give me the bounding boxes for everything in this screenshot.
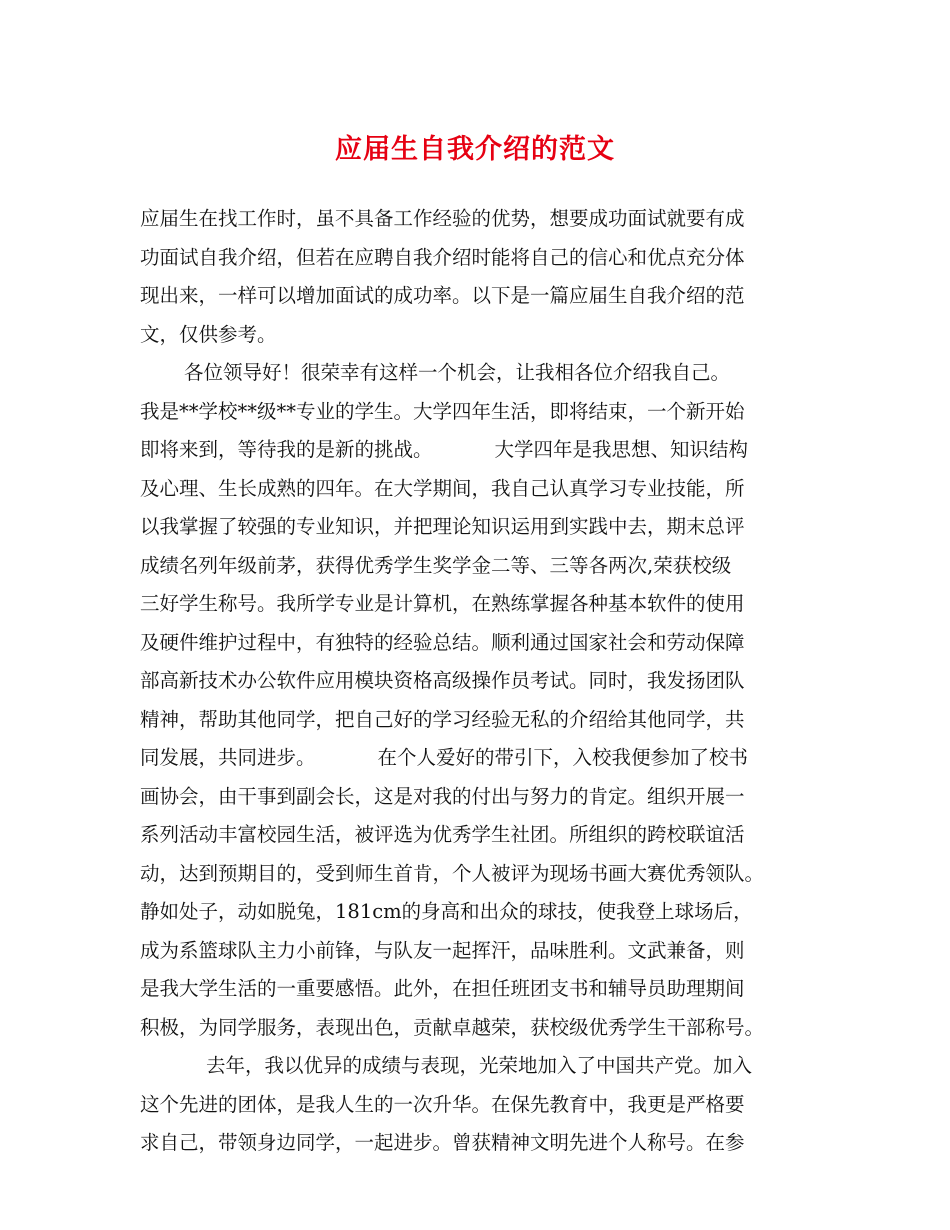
text-line: 求自己，带领身边同学，一起进步。曾获精神文明先进个人称号。在参 xyxy=(140,1131,745,1154)
text-line: 系列活动丰富校园生活，被评选为优秀学生社团。所组织的跨校联谊活 xyxy=(140,823,745,846)
text-line: 我是**学校**级**专业的学生。大学四年生活，即将结束，一个新开始 xyxy=(140,399,745,423)
text-line: 这个先进的团体，是我人生的一次升华。在保先教育中，我更是严格要 xyxy=(140,1092,745,1116)
paragraph-first-line: 去年，我以优异的成绩与表现，光荣地加入了中国共产党。加入 xyxy=(206,1054,753,1077)
text-line: 应届生在找工作时，虽不具备工作经验的优势，想要成功面试就要有成 xyxy=(140,207,745,230)
text-line: 成为系篮球队主力小前锋，与队友一起挥汗，品味胜利。文武兼备，则 xyxy=(140,938,745,962)
text-line: 三好学生称号。我所学专业是计算机，在熟练掌握各种基本软件的使用 xyxy=(140,592,745,615)
text-line: 及硬件维护过程中，有独特的经验总结。顺利通过国家社会和劳动保障 xyxy=(140,630,745,654)
text-line: 是我大学生活的一重要感悟。此外，在担任班团支书和辅导员助理期间 xyxy=(140,977,745,1000)
text-line: 同发展，共同进步。 在个人爱好的带引下，入校我便参加了校书 xyxy=(140,746,748,769)
text-line: 静如处子，动如脱兔，181cm的身高和出众的球技，使我登上球场后， xyxy=(140,900,753,923)
text-line: 成绩名列年级前茅，获得优秀学生奖学金二等、三等各两次,荣获校级 xyxy=(140,553,732,577)
text-line: 部高新技术办公软件应用模块资格高级操作员考试。同时，我发扬团队 xyxy=(140,669,745,692)
text-line: 以我掌握了较强的专业知识，并把理论知识运用到实践中去，期末总评 xyxy=(140,515,745,538)
text-line: 功面试自我介绍，但若在应聘自我介绍时能将自己的信心和优点充分体 xyxy=(140,245,745,269)
text-line: 画协会，由干事到副会长，这是对我的付出与努力的肯定。组织开展一 xyxy=(140,784,745,808)
text-line: 积极，为同学服务，表现出色，贡献卓越荣，获校级优秀学生干部称号。 xyxy=(140,1015,765,1039)
text-line: 动，达到预期目的，受到师生首肯，个人被评为现场书画大赛优秀领队。 xyxy=(140,861,765,885)
text-line: 现出来，一样可以增加面试的成功率。以下是一篇应届生自我介绍的范 xyxy=(140,284,745,307)
paragraph-first-line: 各位领导好！很荣幸有这样一个机会，让我相各位介绍我自己。 xyxy=(184,361,731,384)
text-line: 文，仅供参考。 xyxy=(140,322,277,346)
document-title: 应届生自我介绍的范文 xyxy=(335,134,615,165)
document-body xyxy=(140,200,820,1163)
text-line: 即将来到，等待我的是新的挑战。 大学四年是我思想、知识结构 xyxy=(140,438,748,461)
text-line: 及心理、生长成熟的四年。在大学期间，我自己认真学习专业技能，所 xyxy=(140,476,745,500)
text-line: 精神，帮助其他同学，把自己好的学习经验无私的介绍给其他同学，共 xyxy=(140,707,745,731)
